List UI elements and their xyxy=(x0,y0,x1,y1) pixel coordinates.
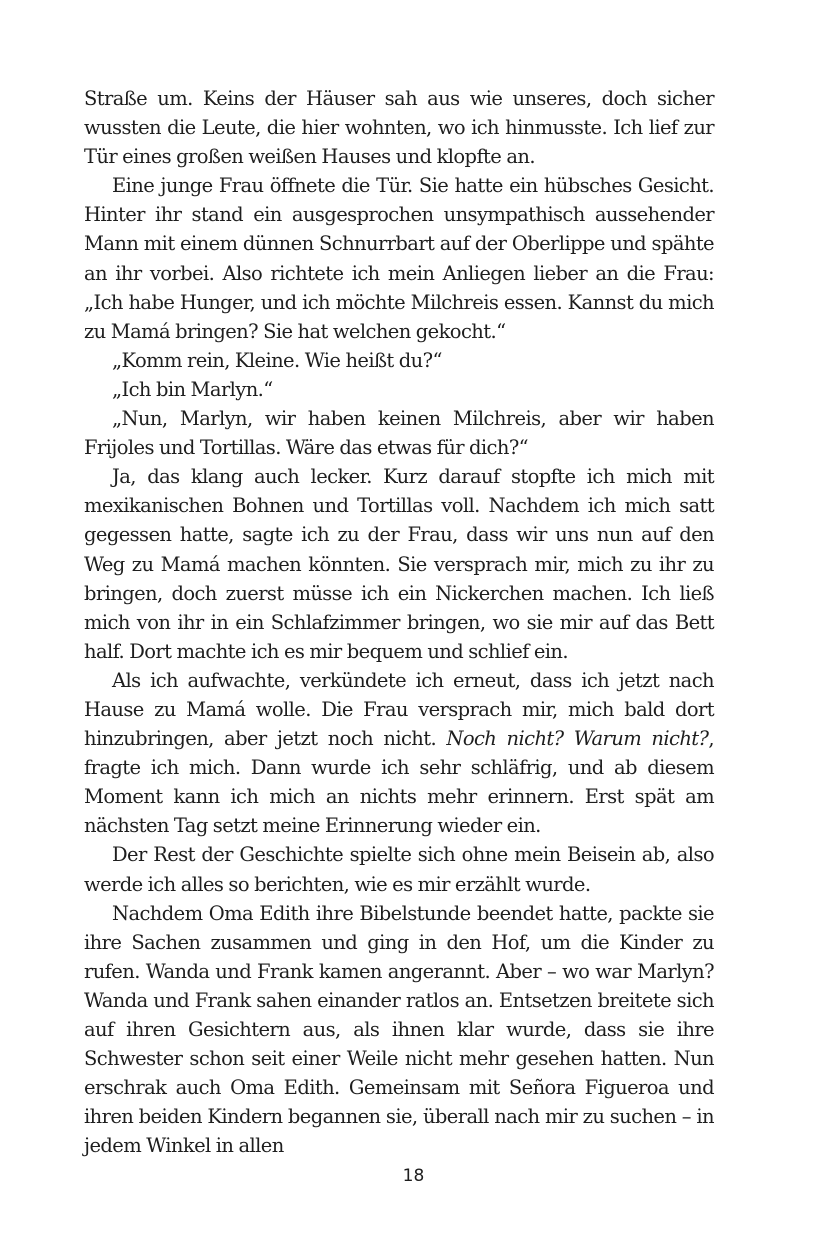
paragraph-text: Als ich aufwachte, verkündete ich erneut, dass ich jetzt nach Hause zu Mamá wolle. Die Frau versprach mir, mich bald dort hinzubringen, aber jetzt noch nicht. xyxy=(84,668,714,751)
paragraph: „Ich bin Marlyn.“ xyxy=(112,377,273,401)
body-text xyxy=(84,84,714,1160)
paragraph: Der Rest der Geschichte spielte sich ohne mein Beisein ab, also werde ich alles so berichten, wie es mir erzählt wurde. xyxy=(84,843,714,896)
page-number: 18 xyxy=(402,1166,425,1186)
paragraph: Straße um. Keins der Häuser sah aus wie unseres, doch sicher wussten die Leute, die hier wohnten, wo ich hinmusste. Ich lief zur Tür eines großen weißen Hauses und klopfte an. xyxy=(84,87,714,169)
italic-thought: Noch nicht? Warum nicht? xyxy=(446,727,709,751)
paragraph-text: , fragte ich mich. Dann wurde ich sehr schläfrig, und ab diesem Moment kann ich mich an nichts mehr erinnern. Erst spät am nächsten Tag setzt meine Erinnerung wieder ein. xyxy=(84,727,714,838)
paragraph: Eine junge Frau öffnete die Tür. Sie hatte ein hübsches Gesicht. Hinter ihr stand ein ausgesprochen unsympathisch aussehender Mann mit einem dünnen Schnurrbart auf der Oberlippe und spähte an ihr vorbei. Also richtete ich mein Anliegen lieber an die Frau: „Ich habe Hunger, und ich möchte Milchreis essen. Kannst du mich zu Mamá bringen? Sie hat welchen gekocht.“ xyxy=(84,174,714,343)
paragraph: Ja, das klang auch lecker. Kurz darauf stopfte ich mich mit mexikanischen Bohnen und Tortillas voll. Nachdem ich mich satt gegessen hatte, sagte ich zu der Frau, dass wir uns nun auf den Weg zu Mamá machen könnten. Sie versprach mir, mich zu ihr zu bringen, doch zuerst müsse ich ein Nickerchen machen. Ich ließ mich von ihr in ein Schlafzimmer bringen, wo sie mir auf das Bett half. Dort machte ich es mir bequem und schlief ein. xyxy=(84,465,714,663)
paragraph: Nachdem Oma Edith ihre Bibelstunde beendet hatte, packte sie ihre Sachen zusammen und ging in den Hof, um die Kinder zu rufen. Wanda und Frank kamen angerannt. Aber – wo war Marlyn? Wanda und Frank sahen einander ratlos an. Entsetzen breitete sich auf ihren Gesichtern aus, als ihnen klar wurde, dass sie ihre Schwester schon seit einer Weile nicht mehr gesehen hatten. Nun erschrak auch Oma Edith. Gemeinsam mit Señora Figueroa und ihren beiden Kindern begannen sie, überall nach mir zu suchen – in jedem Winkel in allen xyxy=(84,901,714,1158)
paragraph: „Komm rein, Kleine. Wie heißt du?“ xyxy=(112,348,442,372)
paragraph: „Nun, Marlyn, wir haben keinen Milchreis, aber wir haben Frijoles und Tortillas. Wäre das etwas für dich?“ xyxy=(84,407,714,460)
paragraph xyxy=(84,666,714,841)
